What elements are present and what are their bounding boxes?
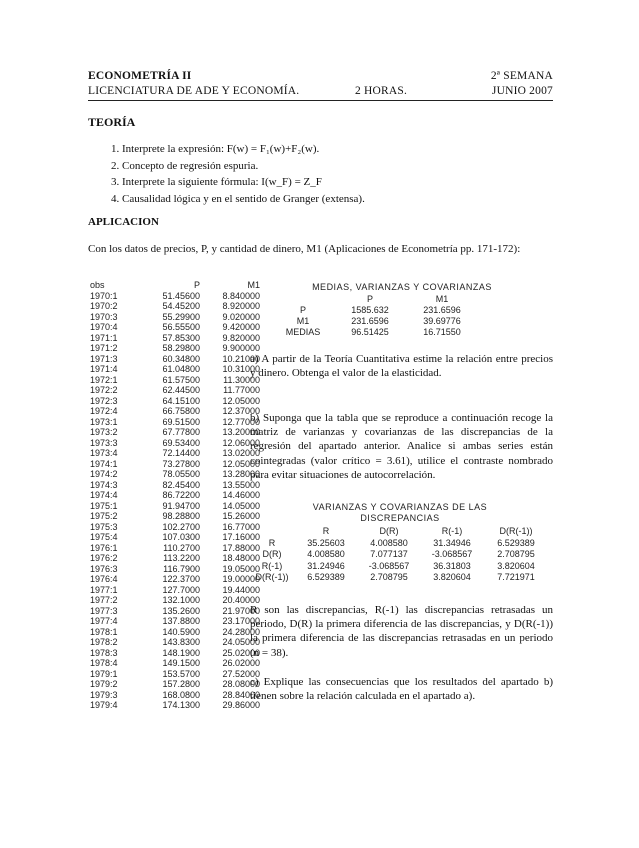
table-cell: 1974:1: [90, 458, 118, 469]
table-cell: 9.820000: [222, 332, 260, 343]
table-cell: 1971:4: [90, 364, 118, 374]
table-cell: 86.72200: [162, 490, 200, 500]
table-cell: 82.45400: [162, 479, 200, 490]
table-cell: 122.3700: [162, 574, 200, 584]
table-cell: 6.529389: [497, 537, 535, 548]
table-cell: 69.51500: [162, 416, 200, 427]
table-cell: 1975:4: [90, 532, 118, 542]
table-row: [90, 616, 260, 627]
table-row: [90, 364, 260, 375]
column-header: M1: [435, 294, 449, 304]
table-row: [250, 538, 548, 550]
degree: LICENCIATURA DE ADE Y ECONOMÍA.: [88, 85, 300, 97]
table-cell: 12.37000: [222, 406, 260, 416]
table-cell: 110.2700: [163, 542, 200, 553]
week: 2ª SEMANA: [490, 70, 553, 82]
table-cell: R: [268, 537, 276, 548]
table-cell: 1978:2: [90, 637, 118, 647]
application-intro: Con los datos de precios, P, y cantidad de dinero, M1 (Aplicaciones de Econometría pp. 171-172):: [88, 243, 521, 255]
table-cell: 1972:1: [90, 374, 118, 385]
column-header: M1: [247, 280, 260, 290]
table-cell: 1978:3: [90, 647, 118, 658]
table-row: [90, 291, 260, 302]
section-teoria-title: TEORÍA: [88, 115, 136, 129]
table-cell: 1974:2: [90, 469, 118, 479]
table-cell: 1976:4: [90, 574, 118, 584]
table-row: [90, 648, 260, 659]
table-row: [90, 427, 260, 438]
table-cell: 140.5900: [162, 626, 200, 637]
table-cell: 24.28000: [222, 626, 260, 637]
table-cell: 1970:3: [90, 311, 118, 322]
table-cell: 61.04800: [162, 364, 200, 374]
table-cell: 78.05500: [162, 469, 200, 479]
table-cell: 35.25603: [307, 537, 345, 548]
table-cell: 143.8300: [162, 637, 200, 647]
table-cell: 69.53400: [162, 437, 200, 448]
table-row: [90, 700, 260, 711]
column-header: R: [322, 526, 330, 536]
table-cell: 1978:4: [90, 658, 118, 668]
table-cell: 13.02000: [222, 448, 260, 458]
table-row: [90, 343, 260, 354]
table-row: [90, 564, 260, 575]
table-cell: 60.34800: [162, 353, 200, 364]
table-cell: 148.1900: [162, 647, 200, 658]
table-cell: 23.17000: [222, 616, 260, 626]
table-cell: P: [299, 305, 306, 315]
table-row: [90, 312, 260, 323]
table-cell: 61.57500: [162, 374, 200, 385]
table-row: [90, 574, 260, 585]
table-cell: 6.529389: [307, 572, 345, 582]
table-row: [250, 561, 548, 573]
table-cell: 13.28000: [222, 469, 260, 479]
table-cell: 149.1500: [162, 658, 200, 668]
table-cell: 91.94700: [162, 500, 200, 511]
table-cell: 1976:3: [90, 563, 118, 574]
table-cell: 153.5700: [162, 668, 200, 679]
table-header-row: [90, 280, 260, 291]
table-cell: D(R): [262, 549, 282, 559]
table-cell: 11.77000: [223, 385, 260, 395]
table-cell: 116.7900: [163, 563, 200, 574]
table-row: [250, 572, 548, 584]
table-cell: 15.26000: [222, 511, 260, 521]
table-cell: 31.24946: [307, 560, 345, 571]
table-cell: 73.27800: [162, 458, 200, 469]
table-cell: 25.02000: [222, 647, 260, 658]
table-row: [90, 322, 260, 333]
table-cell: 18.48000: [222, 553, 260, 563]
table-cell: 1974:3: [90, 479, 118, 490]
table-cell: 19.05000: [222, 563, 260, 574]
question-c: c) Explique las consecuencias que los resultados del apartado b) tienen sobre la relación calculada en el apartado a).: [250, 676, 553, 703]
table-row: [90, 490, 260, 501]
question-b: b) Suponga que la tabla que se reproduce a continuación recoge la matriz de varianzas y covarianzas de las discrepancias de la regresión del apartado anterior. Analice si ambas series están cointegradas (valor crítico = 3.61), utilice el contraste nombrado para evitar situaciones de autocorrelación.: [250, 412, 553, 481]
table-cell: 13.55000: [222, 479, 260, 490]
table-cell: 1973:1: [90, 416, 118, 427]
table-cell: 7.721971: [497, 572, 535, 582]
table-cell: 102.2700: [162, 521, 200, 532]
table-row: [90, 438, 260, 449]
table-cell: 1979:2: [90, 679, 118, 689]
table-row: [90, 606, 260, 617]
table-cell: 2.708795: [497, 549, 535, 559]
duration: 2 HORAS.: [355, 85, 408, 97]
table-cell: 62.44500: [162, 385, 200, 395]
course-title: ECONOMETRÍA II: [88, 70, 192, 82]
table-row: [90, 406, 260, 417]
table-cell: 231.6596: [423, 305, 461, 315]
table-cell: R(-1): [261, 560, 283, 571]
table-cell: 9.020000: [222, 311, 260, 322]
table-cell: 1972:4: [90, 406, 118, 416]
column-header: D(R(-1)): [499, 526, 533, 536]
table-cell: 168.0800: [162, 689, 200, 700]
table-cell: 10.31000: [222, 364, 260, 374]
table-cell: -3.068567: [431, 549, 473, 559]
table-cell: 14.46000: [222, 490, 260, 500]
table-cell: 12.05000: [222, 395, 260, 406]
table-row: [90, 511, 260, 522]
table-cell: 1585.632: [351, 305, 389, 315]
table-cell: 1978:1: [90, 626, 118, 637]
table-cell: 2.708795: [370, 572, 408, 582]
table-row: [90, 396, 260, 407]
table-cell: 135.2600: [162, 605, 200, 616]
table-cell: 113.2200: [163, 553, 200, 563]
column-header: [272, 294, 334, 305]
table-row: [250, 549, 548, 561]
column-header: D(R): [379, 526, 399, 536]
table-cell: 4.008580: [307, 549, 345, 559]
table-cell: 98.28800: [162, 511, 200, 521]
table-cell: 132.1000: [162, 595, 200, 605]
table-cell: 1977:4: [90, 616, 118, 626]
table-row: [90, 543, 260, 554]
table-row: [90, 417, 260, 428]
table-cell: 231.6596: [351, 316, 389, 326]
table-cell: 57.85300: [162, 332, 200, 343]
table-cell: 19.44000: [222, 584, 260, 595]
question-a: a) A partir de la Teoría Cuantitativa estime la relación entre precios y dinero. Obtenga el valor de la elasticidad.: [250, 353, 553, 380]
table-row: [90, 532, 260, 543]
table-cell: 27.52000: [222, 668, 260, 679]
means-table-title: MEDIAS, VARIANZAS Y COVARIANZAS: [312, 282, 492, 292]
table-cell: 66.75800: [162, 406, 200, 416]
table-cell: 1971:1: [90, 332, 118, 343]
table-cell: 1971:3: [90, 353, 118, 364]
table-cell: 26.02000: [222, 658, 260, 668]
table-cell: 1979:3: [90, 689, 118, 700]
table-cell: 51.45600: [162, 290, 200, 301]
table-cell: 8.920000: [222, 301, 260, 311]
table-cell: 28.08000: [222, 679, 260, 689]
table-cell: 3.820604: [497, 560, 535, 571]
column-header: R(-1): [441, 526, 463, 536]
table-cell: 1975:2: [90, 511, 118, 521]
table-row: [90, 480, 260, 491]
table-row: [90, 595, 260, 606]
table-cell: 1973:2: [90, 427, 118, 437]
table-cell: 29.86000: [222, 700, 260, 710]
theory-question: 3. Interprete la siguiente fórmula: I(w_F) = Z_F: [122, 174, 365, 191]
table-cell: 137.8800: [162, 616, 200, 626]
theory-question: 4. Causalidad lógica y en el sentido de Granger (extensa).: [122, 191, 365, 208]
price-money-table: [90, 280, 260, 711]
table-cell: 1976:1: [90, 542, 118, 553]
table-cell: 1979:4: [90, 700, 118, 710]
table-cell: 1970:4: [90, 322, 118, 332]
table-cell: 1976:2: [90, 553, 118, 563]
table-cell: 8.840000: [222, 290, 260, 301]
table-cell: 1977:1: [90, 584, 118, 595]
table-row: [90, 585, 260, 596]
table-cell: 174.1300: [162, 700, 200, 710]
table-cell: 1975:1: [90, 500, 118, 511]
table-cell: 9.420000: [222, 322, 260, 332]
table-row: [90, 627, 260, 638]
table-row: [90, 553, 260, 564]
table-row: [90, 658, 260, 669]
table-cell: 36.31803: [433, 560, 471, 571]
table-cell: 1970:2: [90, 301, 118, 311]
table-cell: 31.34946: [433, 537, 471, 548]
table-cell: 24.05000: [222, 637, 260, 647]
table-cell: 20.40000: [222, 595, 260, 605]
table-cell: 127.7000: [162, 584, 200, 595]
table-cell: 67.77800: [162, 427, 200, 437]
table-cell: 1974:4: [90, 490, 118, 500]
table-cell: 58.29800: [162, 343, 200, 353]
table-cell: 107.0300: [162, 532, 200, 542]
table-cell: 1970:1: [90, 290, 118, 301]
table-header-row: [272, 294, 478, 305]
table-row: [90, 385, 260, 396]
table-cell: MEDIAS: [285, 327, 321, 337]
table-cell: 1973:4: [90, 448, 118, 458]
table-header-row: [250, 526, 548, 538]
table-cell: 54.45200: [162, 301, 200, 311]
table-cell: 1977:3: [90, 605, 118, 616]
table-cell: M1: [296, 316, 310, 326]
table-cell: 1972:2: [90, 385, 118, 395]
table-cell: 21.97000: [222, 605, 260, 616]
section-aplicacion-title: APLICACION: [88, 216, 159, 228]
table-cell: 1973:3: [90, 437, 118, 448]
table-row: [272, 316, 478, 327]
table-cell: 12.05000: [222, 458, 260, 469]
table-row: [272, 327, 478, 338]
table-cell: 11.30000: [223, 374, 260, 385]
table-cell: 14.05000: [222, 500, 260, 511]
column-header: [250, 526, 294, 538]
table-row: [90, 375, 260, 386]
table-cell: 55.29900: [162, 311, 200, 322]
table-cell: -3.068567: [368, 560, 410, 571]
exam-date: JUNIO 2007: [491, 85, 553, 97]
table-row: [90, 522, 260, 533]
table-row: [90, 333, 260, 344]
table-cell: 12.77000: [222, 416, 260, 427]
table-cell: 72.14400: [162, 448, 200, 458]
table-cell: 1979:1: [90, 668, 118, 679]
table-cell: 10.21000: [222, 353, 260, 364]
table-cell: 56.55500: [162, 322, 200, 332]
theory-questions: [104, 141, 365, 207]
table-cell: 17.88000: [222, 542, 260, 553]
table-cell: 28.84000: [222, 689, 260, 700]
column-header: P: [193, 280, 200, 290]
table-row: [90, 637, 260, 648]
table-cell: 12.06000: [222, 437, 260, 448]
table-row: [90, 459, 260, 470]
header-divider: [88, 100, 553, 101]
table-cell: 1975:3: [90, 521, 118, 532]
table-cell: 3.820604: [433, 572, 471, 582]
column-header: P: [366, 294, 373, 304]
table-row: [90, 501, 260, 512]
table-row: [90, 690, 260, 701]
table-row: [90, 469, 260, 480]
table-cell: 16.77000: [222, 521, 260, 532]
variance-table: [250, 526, 548, 584]
table-cell: 4.008580: [370, 537, 408, 548]
table-row: [272, 305, 478, 316]
table-cell: 39.69776: [423, 316, 461, 326]
var-table-title: VARIANZAS Y COVARIANZAS DE LAS DISCREPANCIAS: [312, 502, 488, 523]
table-row: [90, 301, 260, 312]
table-row: [90, 679, 260, 690]
table-cell: 1972:3: [90, 395, 118, 406]
table-cell: 17.16000: [222, 532, 260, 542]
table-cell: 7.077137: [370, 549, 408, 559]
table-cell: D(R(-1)): [255, 572, 289, 582]
table-cell: 9.900000: [222, 343, 260, 353]
table-cell: 157.2800: [162, 679, 200, 689]
table-row: [90, 448, 260, 459]
table-cell: 96.51425: [351, 327, 389, 337]
table-cell: 1977:2: [90, 595, 118, 605]
means-table: [272, 294, 478, 338]
table-cell: 16.71550: [423, 327, 461, 337]
theory-question: 1. Interprete la expresión: F(w) = F₁(w)+F₂(w).: [122, 141, 365, 158]
table-cell: 19.00000: [222, 574, 260, 584]
table-cell: 1971:2: [90, 343, 118, 353]
table-cell: 64.15100: [162, 395, 200, 406]
residuals-note: R son las discrepancias, R(-1) las discrepancias retrasadas un periodo, D(R) la primera diferencia de las discrepancias, y D(R(-1)) la primera diferencia de las discrepancias retrasadas en un periodo (n = 38).: [250, 604, 553, 659]
theory-question: 2. Concepto de regresión espuria.: [122, 158, 365, 175]
table-row: [90, 669, 260, 680]
table-cell: 13.20000: [222, 427, 260, 437]
table-row: [90, 354, 260, 365]
column-header: obs: [90, 280, 105, 290]
